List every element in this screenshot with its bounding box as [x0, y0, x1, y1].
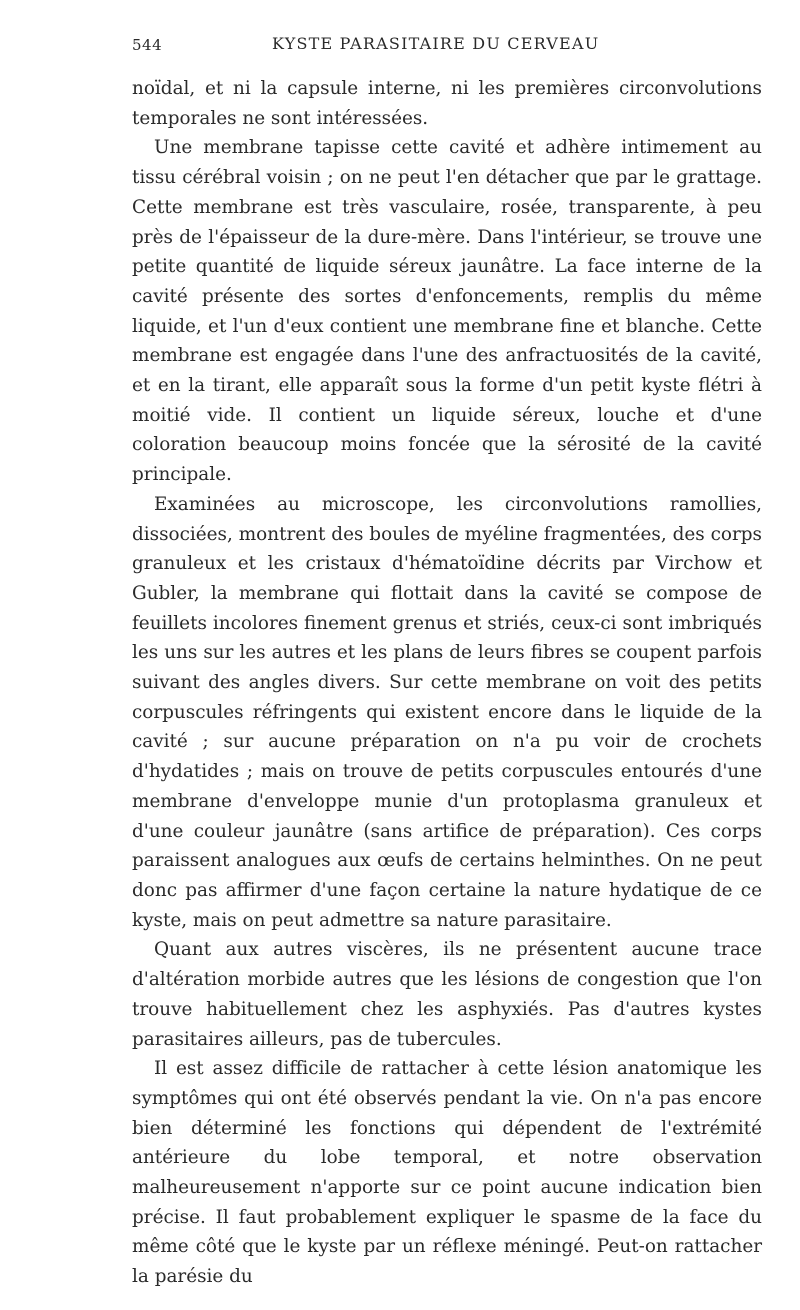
- running-title: KYSTE PARASITAIRE DU CERVEAU: [272, 34, 600, 53]
- page-number: 544: [132, 36, 163, 54]
- page-header: [132, 30, 762, 66]
- paragraph-3: Examinées au microscope, les circonvolutions ramollies, dissociées, montrent des boules de myéline fragmentées, des corps granuleux et les cristaux d'hématoïdine décrits par Virchow et Gubler, la membrane qui flottait dans la cavité se compose de feuillets incolores finement grenus et striés, ceux-ci sont imbriqués les uns sur les autres et les plans de leurs fibres se coupent parfois suivant des angles divers. Sur cette membrane on voit des petits corpuscules réfringents qui existent encore dans le liquide de la cavité ; sur aucune préparation on n'a pu voir de crochets d'hydatides ; mais on trouve de petits corpuscules entourés d'une membrane d'enveloppe munie d'un protoplasma granuleux et d'une couleur jaunâtre (sans artifice de préparation). Ces corps paraissent analogues aux œufs de certains helminthes. On ne peut donc pas affirmer d'une façon certaine la nature hydatique de ce kyste, mais on peut admettre sa nature parasitaire.: [132, 493, 762, 931]
- paragraph-1: noïdal, et ni la capsule interne, ni les premières circonvolutions temporales ne sont intéressées.: [132, 78, 762, 129]
- body-text: [132, 74, 762, 1292]
- book-page: [132, 30, 762, 1292]
- paragraph-2: Une membrane tapisse cette cavité et adhère intimement au tissu cérébral voisin ; on ne peut l'en détacher que par le grattage. Cette membrane est très vasculaire, rosée, transparente, à peu près de l'épaisseur de la dure-mère. Dans l'intérieur, se trouve une petite quantité de liquide séreux jaunâtre. La face interne de la cavité présente des sortes d'enfoncements, remplis du même liquide, et l'un d'eux contient une membrane fine et blanche. Cette membrane est engagée dans l'une des anfractuosités de la cavité, et en la tirant, elle apparaît sous la forme d'un petit kyste flétri à moitié vide. Il contient un liquide séreux, louche et d'une coloration beaucoup moins foncée que la sérosité de la cavité principale.: [132, 137, 762, 486]
- paragraph-4: Quant aux autres viscères, ils ne présentent aucune trace d'altération morbide autres que les lésions de congestion que l'on trouve habituellement chez les asphyxiés. Pas d'autres kystes parasitaires ailleurs, pas de tubercules.: [132, 939, 762, 1050]
- paragraph-5: Il est assez difficile de rattacher à cette lésion anatomique les symptômes qui ont été observés pendant la vie. On n'a pas encore bien déterminé les fonctions qui dépendent de l'extrémité antérieure du lobe temporal, et notre observation malheureusement n'apporte sur ce point aucune indication bien précise. Il faut probablement expliquer le spasme de la face du même côté que le kyste par un réflexe méningé. Peut-on rattacher la parésie du: [132, 1058, 762, 1288]
